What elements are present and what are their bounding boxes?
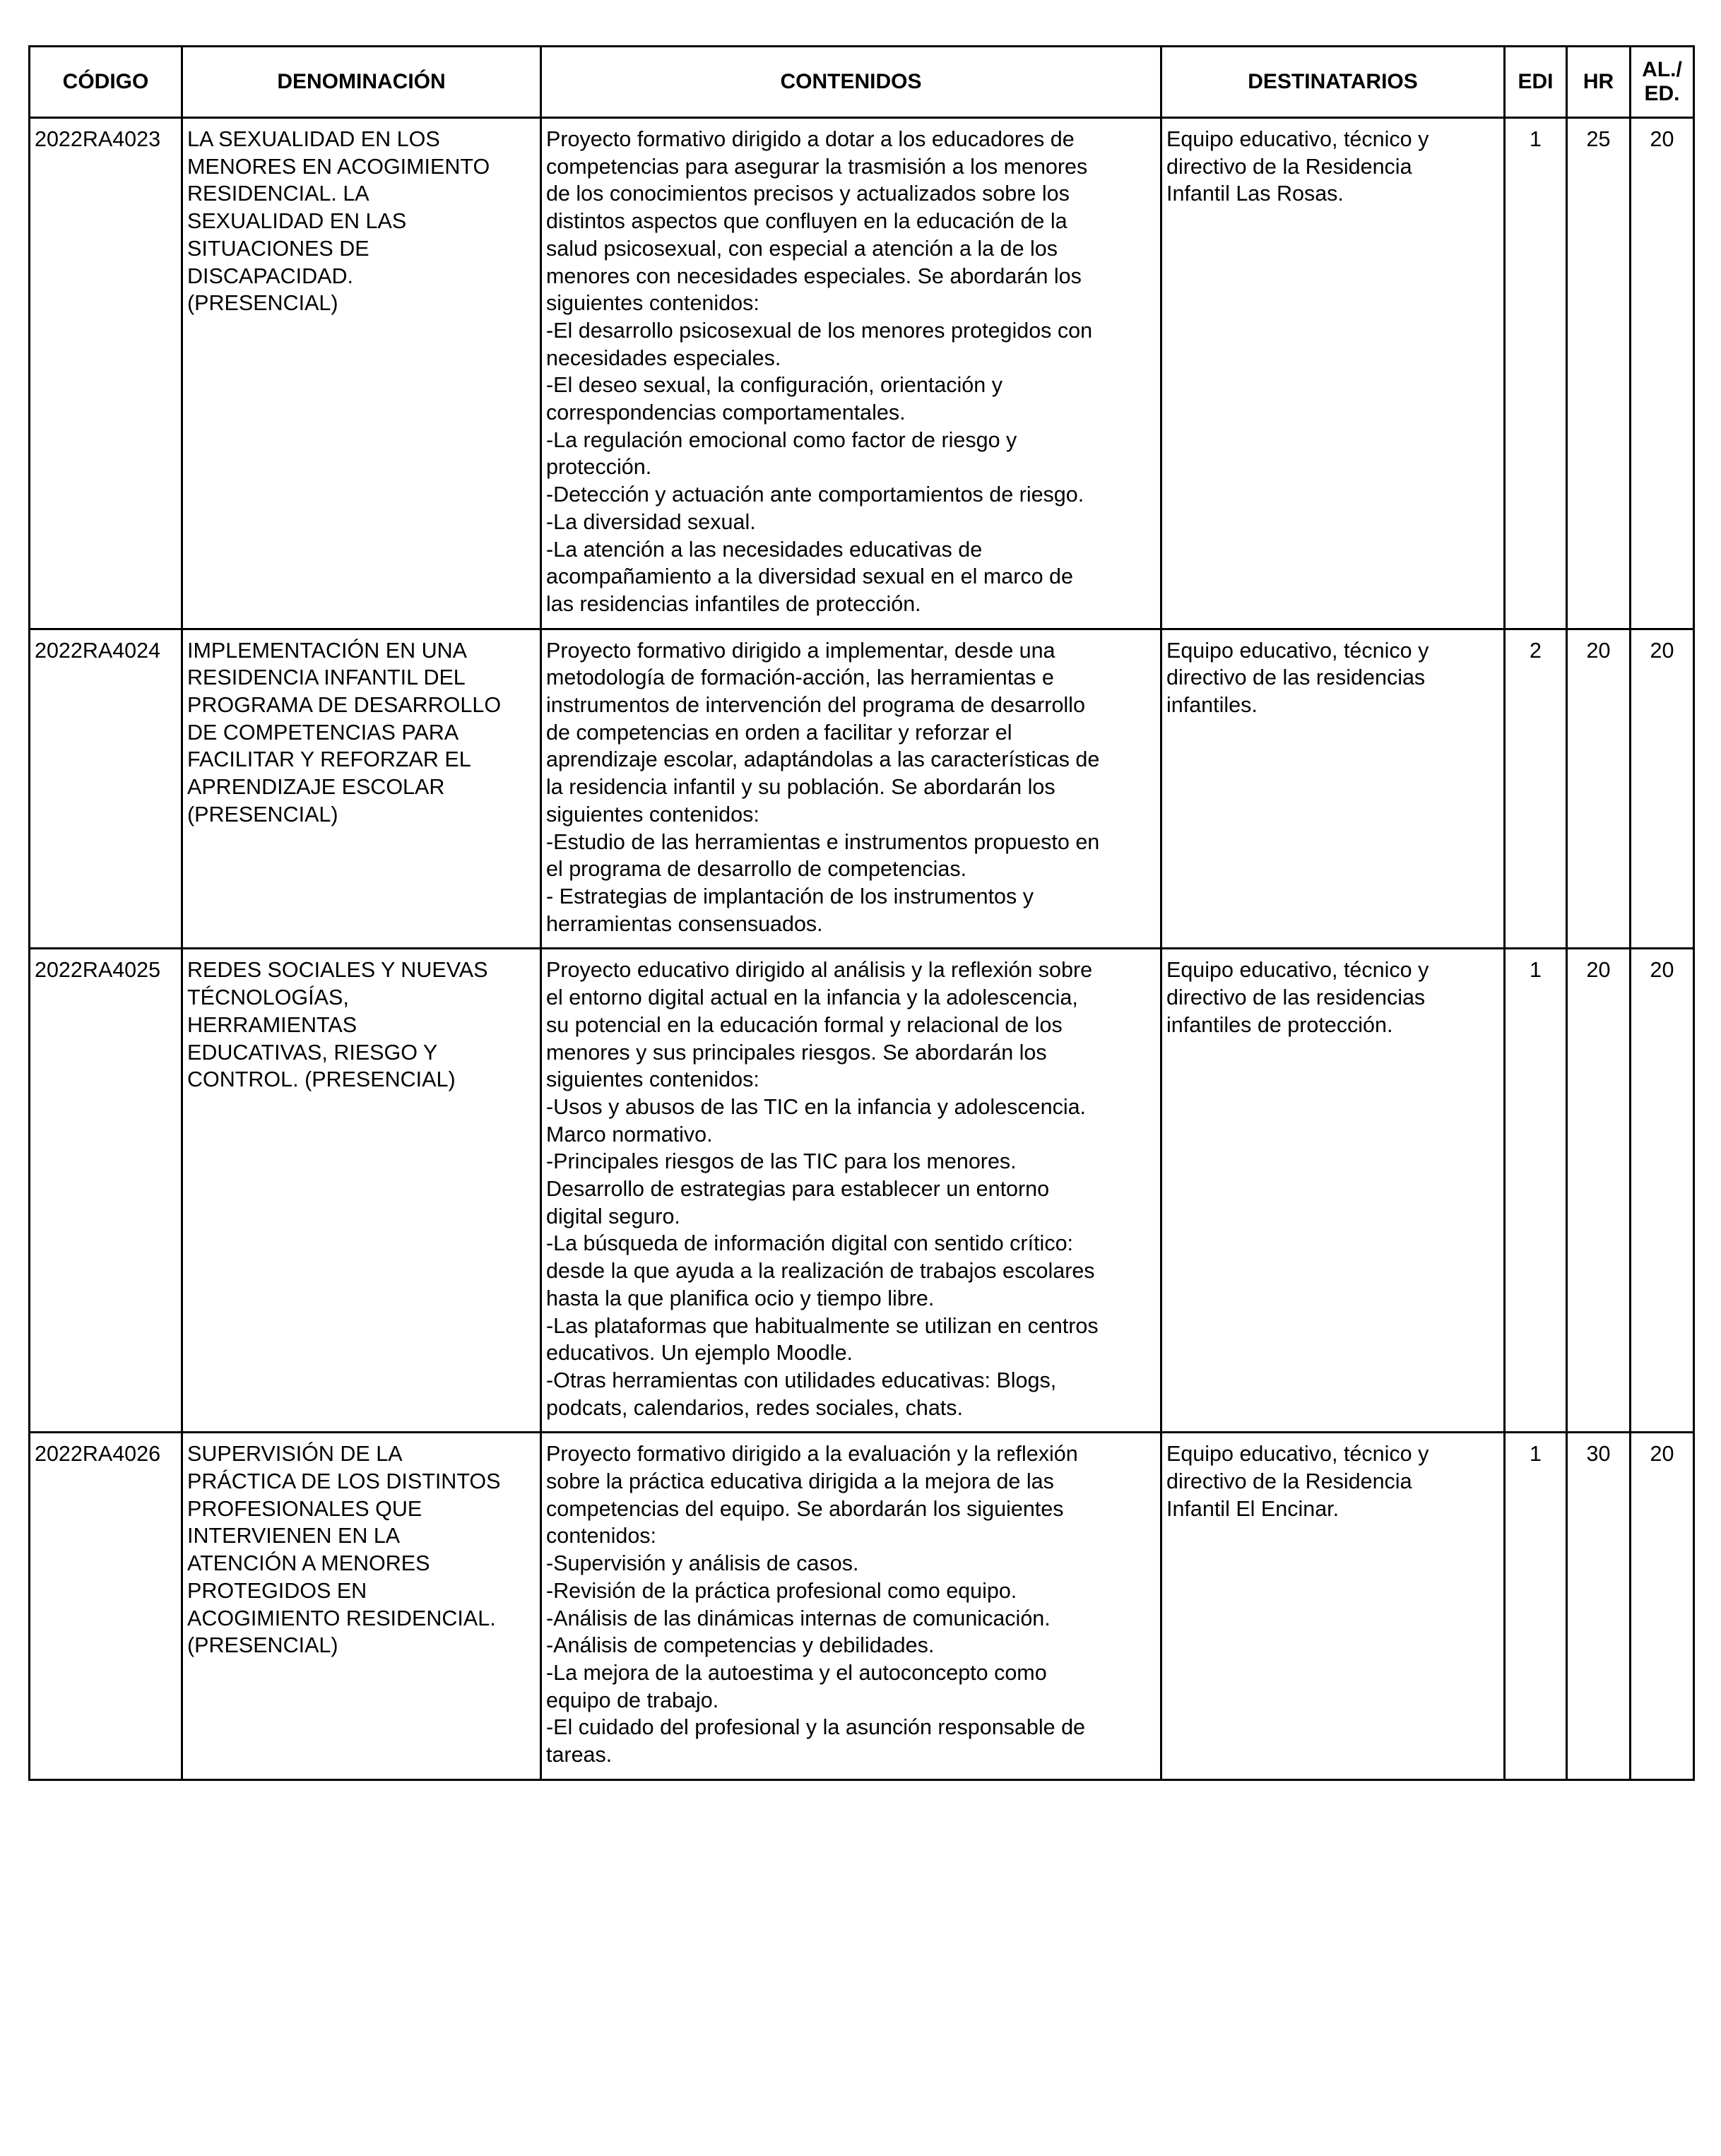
denominacion-line: PROFESIONALES QUE [187,1496,422,1521]
denominacion-line: SEXUALIDAD EN LAS [187,209,407,234]
denominacion-line: PROTEGIDOS EN [187,1578,367,1603]
contenidos-line: competencias del equipo. Se abordarán los siguientes [546,1496,1064,1521]
contenidos-line: su potencial en la educación formal y relacional de los [546,1012,1063,1037]
destinatarios-line: directivo de la Residencia [1166,1469,1412,1494]
cell-contenidos [541,1433,1161,1779]
contenidos-line: -Detección y actuación ante comportamientos de riesgo. [546,482,1084,507]
header-contenidos: CONTENIDOS [541,47,1161,118]
table-row [30,1433,1694,1779]
destinatarios-line: Equipo educativo, técnico y [1166,958,1429,983]
contenidos-line: aprendizaje escolar, adaptándolas a las características de [546,747,1100,772]
denominacion-line: SUPERVISIÓN DE LA [187,1442,403,1467]
contenidos-line: -El desarrollo psicosexual de los menores protegidos con [546,318,1093,343]
contenidos-line: educativos. Un ejemplo Moodle. [546,1341,853,1366]
contenidos-line: menores con necesidades especiales. Se abordarán los [546,263,1082,288]
destinatarios-line: Equipo educativo, técnico y [1166,127,1429,151]
destinatarios-line: infantiles de protección. [1166,1012,1393,1037]
header-destinatarios: DESTINATARIOS [1161,47,1505,118]
contenidos-line: -Análisis de competencias y debilidades. [546,1633,935,1658]
denominacion-line: LA SEXUALIDAD EN LOS [187,127,440,151]
denominacion-line: CONTROL. (PRESENCIAL) [187,1067,456,1092]
contenidos-line: correspondencias comportamentales. [546,401,906,425]
cell-denominacion [182,949,541,1433]
contenidos-line: el programa de desarrollo de competencias. [546,857,967,882]
contenidos-line: herramientas consensuados. [546,911,823,936]
header-denominacion: DENOMINACIÓN [182,47,541,118]
header-al-ed-line1: AL./ [1642,58,1682,81]
contenidos-line: -La mejora de la autoestima y el autoconcepto como [546,1660,1047,1685]
cell-hr: 20 [1567,949,1631,1433]
denominacion-line: IMPLEMENTACIÓN EN UNA [187,638,467,663]
contenidos-line: competencias para asegurar la trasmisión a los menores [546,154,1088,179]
contenidos-line: -El cuidado del profesional y la asunción responsable de [546,1715,1085,1740]
cell-denominacion [182,118,541,629]
contenidos-line: distintos aspectos que confluyen en la educación de la [546,209,1068,234]
header-al-ed [1631,47,1694,118]
contenidos-line: - Estrategias de implantación de los instrumentos y [546,884,1034,908]
contenidos-line: hasta la que planifica ocio y tiempo libre. [546,1286,935,1310]
contenidos-line: -Usos y abusos de las TIC en la infancia y adolescencia. [546,1094,1087,1119]
contenidos-line: -La diversidad sexual. [546,509,756,534]
header-row [30,47,1694,118]
contenidos-line: necesidades especiales. [546,345,781,370]
cell-denominacion [182,629,541,949]
contenidos-line: menores y sus principales riesgos. Se abordarán los [546,1040,1047,1065]
denominacion-line: (PRESENCIAL) [187,802,338,827]
destinatarios-line: Infantil El Encinar. [1166,1496,1339,1521]
denominacion-line: APRENDIZAJE ESCOLAR [187,775,445,800]
destinatarios-line: directivo de la Residencia [1166,154,1412,179]
contenidos-line: siguientes contenidos: [546,1067,759,1092]
contenidos-line: sobre la práctica educativa dirigida a la mejora de las [546,1469,1054,1494]
cell-al-ed: 20 [1631,949,1694,1433]
denominacion-line: ACOGIMIENTO RESIDENCIAL. [187,1606,496,1630]
contenidos-line: -Las plataformas que habitualmente se utilizan en centros [546,1313,1099,1338]
table-row [30,629,1694,949]
header-al-ed-line2: ED. [1644,82,1680,105]
cell-denominacion [182,1433,541,1779]
contenidos-line: -Supervisión y análisis de casos. [546,1551,859,1576]
denominacion-line: (PRESENCIAL) [187,291,338,316]
contenidos-line: tareas. [546,1743,613,1767]
denominacion-line: FACILITAR Y REFORZAR EL [187,747,471,772]
contenidos-line: desde la que ayuda a la realización de trabajos escolares [546,1259,1095,1284]
cell-contenidos [541,118,1161,629]
denominacion-line: TÉCNOLOGÍAS, [187,985,349,1010]
cell-contenidos [541,949,1161,1433]
denominacion-line: PROGRAMA DE DESARROLLO [187,693,502,718]
cell-destinatarios [1161,949,1505,1433]
cell-edi: 1 [1505,118,1567,629]
cell-destinatarios [1161,629,1505,949]
contenidos-line: Proyecto educativo dirigido al análisis y la reflexión sobre [546,958,1093,983]
denominacion-line: RESIDENCIA INFANTIL DEL [187,665,466,690]
contenidos-line: protección. [546,455,652,480]
header-hr: HR [1567,47,1631,118]
contenidos-line: acompañamiento a la diversidad sexual en el marco de [546,564,1073,589]
destinatarios-line: Equipo educativo, técnico y [1166,1442,1429,1467]
destinatarios-line: directivo de las residencias [1166,985,1426,1010]
cell-al-ed: 20 [1631,118,1694,629]
destinatarios-line: directivo de las residencias [1166,665,1426,690]
denominacion-line: RESIDENCIAL. LA [187,182,369,206]
contenidos-line: -La regulación emocional como factor de riesgo y [546,427,1017,452]
contenidos-line: siguientes contenidos: [546,291,759,316]
contenidos-line: las residencias infantiles de protección. [546,591,921,616]
contenidos-line: podcats, calendarios, redes sociales, chats. [546,1395,963,1420]
cell-edi: 1 [1505,1433,1567,1779]
contenidos-line: Proyecto formativo dirigido a dotar a los educadores de [546,127,1075,151]
contenidos-line: la residencia infantil y su población. Se abordarán los [546,775,1055,800]
contenidos-line: -Análisis de las dinámicas internas de comunicación. [546,1606,1051,1630]
denominacion-line: (PRESENCIAL) [187,1633,338,1658]
cell-al-ed: 20 [1631,629,1694,949]
cell-hr: 30 [1567,1433,1631,1779]
denominacion-line: INTERVIENEN EN LA [187,1524,401,1548]
denominacion-line: REDES SOCIALES Y NUEVAS [187,958,488,983]
document-page [28,45,1693,1781]
denominacion-line: MENORES EN ACOGIMIENTO [187,154,490,179]
cell-codigo: 2022RA4026 [30,1433,182,1779]
denominacion-line: ATENCIÓN A MENORES [187,1551,430,1576]
cell-contenidos [541,629,1161,949]
denominacion-line: SITUACIONES DE [187,236,369,261]
contenidos-line: salud psicosexual, con especial a atención a la de los [546,236,1058,261]
contenidos-line: el entorno digital actual en la infancia y la adolescencia, [546,985,1078,1010]
destinatarios-line: Equipo educativo, técnico y [1166,638,1429,663]
contenidos-line: -Otras herramientas con utilidades educativas: Blogs, [546,1368,1057,1392]
contenidos-line: -La atención a las necesidades educativas de [546,537,983,562]
table-row [30,118,1694,629]
table-row [30,949,1694,1433]
contenidos-line: -Estudio de las herramientas e instrumentos propuesto en [546,829,1100,854]
denominacion-line: PRÁCTICA DE LOS DISTINTOS [187,1469,501,1494]
courses-table [28,45,1695,1781]
denominacion-line: HERRAMIENTAS [187,1012,357,1037]
contenidos-line: Marco normativo. [546,1122,713,1147]
contenidos-line: contenidos: [546,1524,656,1548]
cell-codigo: 2022RA4024 [30,629,182,949]
contenidos-line: de los conocimientos precisos y actualizados sobre los [546,182,1070,206]
destinatarios-line: Infantil Las Rosas. [1166,182,1344,206]
contenidos-line: siguientes contenidos: [546,802,759,827]
contenidos-line: -La búsqueda de información digital con sentido crítico: [546,1231,1073,1256]
contenidos-line: de competencias en orden a facilitar y reforzar el [546,720,1012,745]
denominacion-line: EDUCATIVAS, RIESGO Y [187,1040,438,1065]
header-codigo: CÓDIGO [30,47,182,118]
contenidos-line: instrumentos de intervención del programa de desarrollo [546,693,1085,718]
contenidos-line: -Principales riesgos de las TIC para los menores. [546,1149,1017,1174]
cell-destinatarios [1161,118,1505,629]
denominacion-line: DE COMPETENCIAS PARA [187,720,459,745]
contenidos-line: Proyecto formativo dirigido a la evaluación y la reflexión [546,1442,1078,1467]
cell-codigo: 2022RA4025 [30,949,182,1433]
cell-hr: 20 [1567,629,1631,949]
contenidos-line: Proyecto formativo dirigido a implementar, desde una [546,638,1055,663]
table-body [30,118,1694,1780]
contenidos-line: equipo de trabajo. [546,1688,719,1712]
destinatarios-line: infantiles. [1166,693,1258,718]
cell-destinatarios [1161,1433,1505,1779]
cell-edi: 1 [1505,949,1567,1433]
contenidos-line: -Revisión de la práctica profesional como equipo. [546,1578,1017,1603]
contenidos-line: Desarrollo de estrategias para establecer un entorno [546,1177,1050,1202]
header-edi: EDI [1505,47,1567,118]
contenidos-line: -El deseo sexual, la configuración, orientación y [546,373,1003,398]
cell-hr: 25 [1567,118,1631,629]
cell-edi: 2 [1505,629,1567,949]
contenidos-line: digital seguro. [546,1204,680,1228]
cell-al-ed: 20 [1631,1433,1694,1779]
contenidos-line: metodología de formación-acción, las herramientas e [546,665,1054,690]
cell-codigo: 2022RA4023 [30,118,182,629]
denominacion-line: DISCAPACIDAD. [187,263,354,288]
